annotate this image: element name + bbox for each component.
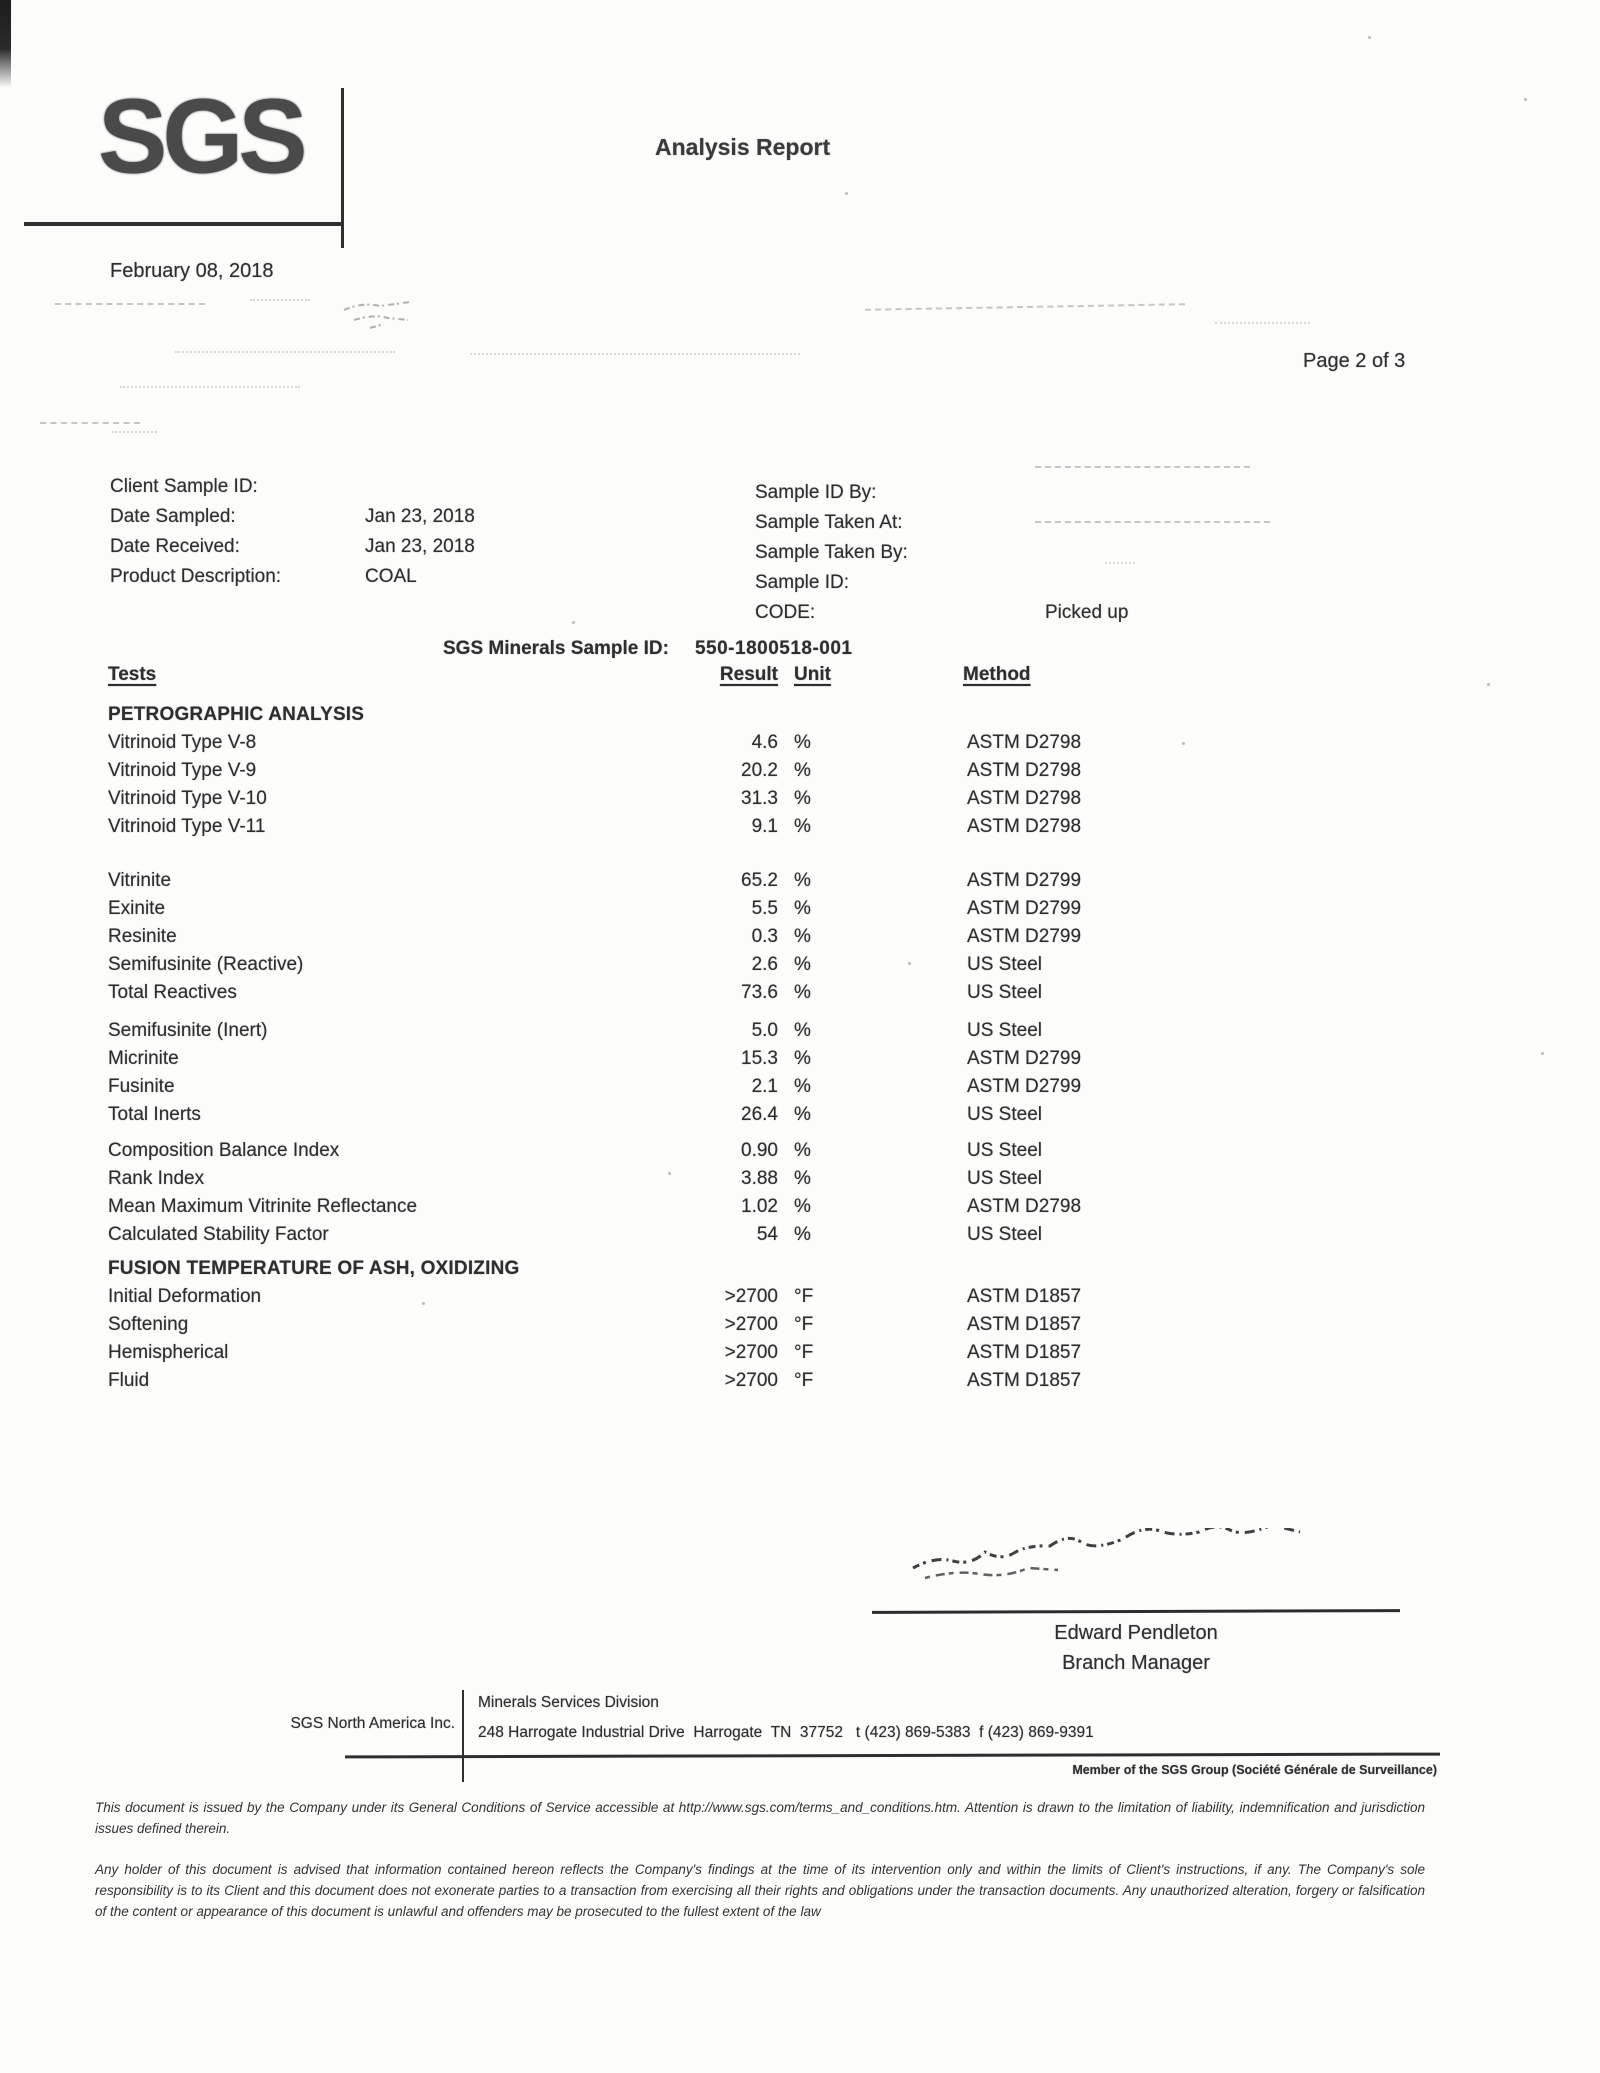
cell-unit: % bbox=[794, 1224, 811, 1245]
cell-test: Vitrinoid Type V-8 bbox=[108, 732, 257, 753]
info-row bbox=[110, 506, 730, 536]
info-value: COAL bbox=[365, 566, 417, 587]
cell-method: US Steel bbox=[967, 1168, 1042, 1189]
cell-result: 5.0 bbox=[751, 1020, 778, 1041]
cell-test: Vitrinite bbox=[108, 870, 172, 891]
cell-method: ASTM D2799 bbox=[967, 1048, 1082, 1069]
info-value: Picked up bbox=[1045, 602, 1129, 623]
table-row bbox=[108, 816, 1168, 844]
scan-speck bbox=[1541, 1052, 1544, 1055]
cell-unit: °F bbox=[794, 1370, 814, 1391]
scan-artifact bbox=[120, 386, 300, 388]
cell-method: ASTM D2798 bbox=[967, 760, 1082, 781]
cell-unit: % bbox=[794, 982, 811, 1003]
cell-result: 20.2 bbox=[741, 760, 778, 781]
cell-unit: % bbox=[794, 1048, 811, 1069]
scan-artifact bbox=[865, 303, 1185, 311]
info-row bbox=[755, 542, 1375, 572]
cell-result: >2700 bbox=[724, 1342, 778, 1363]
cell-test: Fusinite bbox=[108, 1076, 175, 1097]
cell-test: Vitrinoid Type V-11 bbox=[108, 816, 266, 837]
table-row bbox=[108, 982, 1168, 1010]
cell-test: Mean Maximum Vitrinite Reflectance bbox=[108, 1196, 418, 1217]
table-row bbox=[108, 1370, 1168, 1398]
info-label: Sample ID: bbox=[755, 572, 849, 593]
table-row bbox=[108, 1286, 1168, 1314]
signatory-title: Branch Manager bbox=[1062, 1652, 1210, 1674]
info-value: Jan 23, 2018 bbox=[365, 536, 475, 557]
cell-unit: °F bbox=[794, 1286, 814, 1307]
info-row bbox=[755, 512, 1375, 542]
cell-test: Hemispherical bbox=[108, 1342, 229, 1363]
signature-rule bbox=[872, 1609, 1400, 1614]
footer-address: 248 Harrogate Industrial Drive Harrogate TN 37752 t (423) 869-5383 f (423) 869-9391 bbox=[478, 1724, 1094, 1741]
table-row bbox=[108, 926, 1168, 954]
signature-scribble bbox=[905, 1528, 1345, 1588]
scan-speck bbox=[1368, 36, 1371, 39]
info-label: Client Sample ID: bbox=[110, 476, 258, 497]
cell-unit: % bbox=[794, 760, 811, 781]
column-header-unit: Unit bbox=[794, 664, 831, 685]
scan-speck bbox=[572, 621, 575, 624]
page-number: Page 2 of 3 bbox=[1303, 350, 1406, 372]
cell-unit: % bbox=[794, 1076, 811, 1097]
cell-test: Rank Index bbox=[108, 1168, 205, 1189]
cell-test: Resinite bbox=[108, 926, 177, 947]
scan-artifact bbox=[40, 422, 140, 424]
footer-member-line: Member of the SGS Group (Société Générale de Surveillance) bbox=[1072, 1763, 1437, 1777]
cell-result: 3.88 bbox=[741, 1168, 778, 1189]
table-row bbox=[108, 1140, 1168, 1168]
column-header-tests: Tests bbox=[108, 664, 157, 685]
cell-result: 26.4 bbox=[741, 1104, 778, 1125]
cell-test: Fluid bbox=[108, 1370, 150, 1391]
cell-method: ASTM D1857 bbox=[967, 1314, 1082, 1335]
info-row bbox=[110, 566, 730, 596]
info-label: CODE: bbox=[755, 602, 816, 623]
cell-method: ASTM D2799 bbox=[967, 926, 1082, 947]
info-label: Product Description: bbox=[110, 566, 282, 587]
cell-result: 54 bbox=[756, 1224, 778, 1245]
cell-unit: % bbox=[794, 926, 811, 947]
table-group-gap bbox=[108, 844, 1168, 870]
cell-test: Semifusinite (Reactive) bbox=[108, 954, 304, 975]
info-row bbox=[755, 482, 1375, 512]
cell-unit: % bbox=[794, 954, 811, 975]
cell-method: ASTM D2799 bbox=[967, 898, 1082, 919]
sgs-logo: SGS bbox=[98, 77, 303, 197]
footer-company: SGS North America Inc. bbox=[290, 1715, 455, 1732]
table-row bbox=[108, 1020, 1168, 1048]
cell-method: ASTM D2798 bbox=[967, 816, 1082, 837]
cell-test: Composition Balance Index bbox=[108, 1140, 340, 1161]
table-row bbox=[108, 1314, 1168, 1342]
scan-artifact bbox=[1215, 322, 1310, 324]
info-row bbox=[755, 572, 1375, 602]
cell-result: >2700 bbox=[724, 1286, 778, 1307]
cell-test: Total Inerts bbox=[108, 1104, 201, 1125]
cell-unit: % bbox=[794, 1168, 811, 1189]
cell-unit: % bbox=[794, 788, 811, 809]
table-row bbox=[108, 732, 1168, 760]
sgs-sample-id-line bbox=[443, 638, 853, 660]
signatory-name: Edward Pendleton bbox=[1054, 1622, 1218, 1644]
cell-unit: % bbox=[794, 816, 811, 837]
table-header-row bbox=[108, 664, 1168, 704]
results-table bbox=[108, 664, 1168, 1398]
cell-result: 0.90 bbox=[741, 1140, 778, 1161]
cell-result: 5.5 bbox=[751, 898, 778, 919]
cell-unit: % bbox=[794, 870, 811, 891]
table-section-title: FUSION TEMPERATURE OF ASH, OXIDIZING bbox=[108, 1258, 520, 1279]
cell-result: 65.2 bbox=[741, 870, 778, 891]
info-row bbox=[110, 476, 730, 506]
cell-test: Exinite bbox=[108, 898, 166, 919]
cell-unit: °F bbox=[794, 1342, 814, 1363]
cell-unit: % bbox=[794, 1020, 811, 1041]
cell-result: 4.6 bbox=[751, 732, 778, 753]
cell-test: Calculated Stability Factor bbox=[108, 1224, 329, 1245]
cell-method: ASTM D1857 bbox=[967, 1370, 1082, 1391]
column-header-method: Method bbox=[963, 664, 1031, 685]
table-row bbox=[108, 1342, 1168, 1370]
table-row bbox=[108, 1104, 1168, 1132]
scan-artifact bbox=[250, 299, 310, 301]
sgs-sample-id-label: SGS Minerals Sample ID: bbox=[443, 638, 669, 659]
table-group-gap bbox=[108, 1132, 1168, 1140]
cell-method: ASTM D1857 bbox=[967, 1342, 1082, 1363]
cell-test: Initial Deformation bbox=[108, 1286, 262, 1307]
logo-underline-rule bbox=[24, 222, 344, 226]
cell-result: 31.3 bbox=[741, 788, 778, 809]
cell-unit: °F bbox=[794, 1314, 814, 1335]
table-section-title: PETROGRAPHIC ANALYSIS bbox=[108, 704, 365, 725]
scan-speck bbox=[1182, 742, 1185, 745]
cell-result: >2700 bbox=[724, 1370, 778, 1391]
report-title: Analysis Report bbox=[655, 134, 831, 160]
cell-result: 15.3 bbox=[741, 1048, 778, 1069]
cell-method: US Steel bbox=[967, 1140, 1042, 1161]
scan-speck bbox=[1524, 98, 1527, 101]
legal-paragraph-1: This document is issued by the Company under its General Conditions of Service accessible at http://www.sgs.com/terms_and_conditions.htm. Attention is drawn to the limitation of liability, indemnification and jurisdiction issues defined therein. bbox=[95, 1800, 1425, 1836]
table-row bbox=[108, 1196, 1168, 1224]
info-label: Sample Taken At: bbox=[755, 512, 903, 533]
footer-division: Minerals Services Division bbox=[478, 1694, 659, 1711]
cell-test: Vitrinoid Type V-10 bbox=[108, 788, 267, 809]
cell-test: Total Reactives bbox=[108, 982, 237, 1003]
cell-test: Micrinite bbox=[108, 1048, 179, 1069]
cell-result: 1.02 bbox=[741, 1196, 778, 1217]
table-row bbox=[108, 1076, 1168, 1104]
cell-method: ASTM D2799 bbox=[967, 1076, 1082, 1097]
sample-info-right bbox=[755, 482, 1375, 632]
scan-speck bbox=[1487, 683, 1490, 686]
cell-method: US Steel bbox=[967, 1104, 1042, 1125]
table-row bbox=[108, 898, 1168, 926]
table-row bbox=[108, 760, 1168, 788]
cell-unit: % bbox=[794, 1104, 811, 1125]
cell-result: 2.1 bbox=[751, 1076, 778, 1097]
footer-rule bbox=[345, 1753, 1440, 1759]
cell-method: US Steel bbox=[967, 982, 1042, 1003]
info-label: Sample Taken By: bbox=[755, 542, 908, 563]
cell-method: ASTM D2798 bbox=[967, 1196, 1082, 1217]
column-header-result: Result bbox=[719, 664, 778, 685]
scan-artifact bbox=[470, 353, 800, 355]
table-row bbox=[108, 1048, 1168, 1076]
table-row bbox=[108, 1224, 1168, 1252]
cell-method: US Steel bbox=[967, 1224, 1042, 1245]
cell-test: Softening bbox=[108, 1314, 189, 1335]
info-label: Date Sampled: bbox=[110, 506, 236, 527]
info-row bbox=[110, 536, 730, 566]
cell-result: >2700 bbox=[724, 1314, 778, 1335]
info-value: Jan 23, 2018 bbox=[365, 506, 475, 527]
scan-artifact bbox=[175, 351, 395, 353]
scan-artifact bbox=[1035, 466, 1250, 468]
cell-test: Semifusinite (Inert) bbox=[108, 1020, 268, 1041]
report-date: February 08, 2018 bbox=[110, 260, 274, 282]
legal-paragraph-2: Any holder of this document is advised that information contained hereon reflects the Company's findings at the time of its intervention only and within the limits of Client's instructions, if any. The Company's sole responsibility is to its Client and this document does not exonerate parties to a transaction from exercising all their rights and obligations under the transaction documents. Any unauthorized alteration, forgery or falsification of the content or appearance of this document is unlawful and offenders may be prosecuted to the fullest extent of the law bbox=[95, 1862, 1425, 1919]
cell-test: Vitrinoid Type V-9 bbox=[108, 760, 257, 781]
table-row bbox=[108, 954, 1168, 982]
cell-method: ASTM D2798 bbox=[967, 732, 1082, 753]
cell-method: ASTM D1857 bbox=[967, 1286, 1082, 1307]
table-row bbox=[108, 870, 1168, 898]
cell-result: 2.6 bbox=[751, 954, 778, 975]
cell-method: US Steel bbox=[967, 1020, 1042, 1041]
cell-unit: % bbox=[794, 1196, 811, 1217]
cell-method: ASTM D2799 bbox=[967, 870, 1082, 891]
cell-unit: % bbox=[794, 898, 811, 919]
scan-artifact-squiggle bbox=[340, 296, 420, 332]
cell-unit: % bbox=[794, 1140, 811, 1161]
cell-method: US Steel bbox=[967, 954, 1042, 975]
scan-artifact bbox=[112, 431, 157, 433]
info-label: Date Received: bbox=[110, 536, 240, 557]
cell-unit: % bbox=[794, 732, 811, 753]
info-row bbox=[755, 602, 1375, 632]
cell-result: 9.1 bbox=[751, 816, 778, 837]
scan-edge-mark bbox=[0, 0, 11, 88]
info-label: Sample ID By: bbox=[755, 482, 877, 503]
table-row bbox=[108, 788, 1168, 816]
cell-result: 0.3 bbox=[751, 926, 778, 947]
scan-speck bbox=[845, 192, 848, 195]
footer-vertical-rule bbox=[462, 1690, 464, 1782]
sgs-sample-id-value: 550-1800518-001 bbox=[694, 638, 853, 659]
table-row bbox=[108, 1168, 1168, 1196]
sample-info-left bbox=[110, 476, 730, 596]
table-group-gap bbox=[108, 1010, 1168, 1020]
cell-result: 73.6 bbox=[741, 982, 778, 1003]
cell-method: ASTM D2798 bbox=[967, 788, 1082, 809]
scan-artifact bbox=[55, 303, 205, 305]
